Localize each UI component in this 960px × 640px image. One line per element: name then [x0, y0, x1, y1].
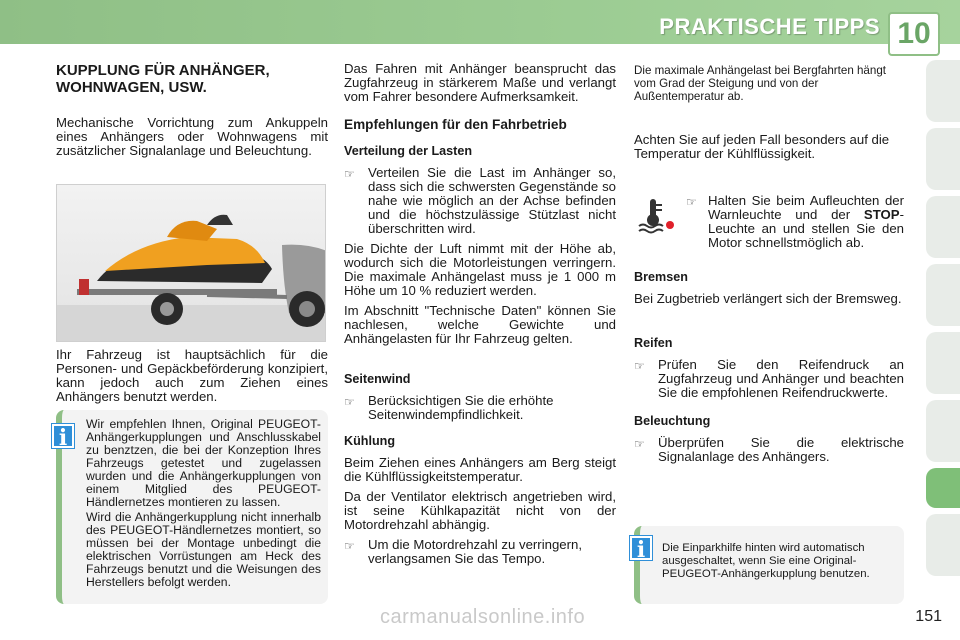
pointing-hand-icon: ☞: [344, 539, 355, 553]
subsection-heading: Verteilung der Lasten: [344, 144, 473, 158]
list-item: [634, 358, 904, 400]
left-body: [56, 348, 328, 410]
intro-paragraph: Das Fahren mit Anhänger beansprucht das Zugfahrzeug in stärkerem Maße und verlangt vom Fahrer besondere Aufmerksamkeit.: [344, 61, 616, 104]
left-column: [56, 62, 328, 164]
coolant-temperature-warning-icon: [636, 196, 676, 236]
stop-label: STOP: [863, 207, 900, 222]
warning-text: Halten Sie beim Aufleuchten der Warnleuchte und der STOP-Leuchte an und stellen Sie den Motor schnellstmöglich ab.: [708, 193, 904, 250]
side-tab[interactable]: [926, 514, 960, 576]
subsection-heading: Reifen: [634, 336, 673, 350]
intro-paragraph: Mechanische Vorrichtung zum Ankuppeln eines Anhängers oder Wohnwagens mit zusätzlicher Signalanlage und Beleuchtung.: [56, 115, 328, 158]
section-heading: KUPPLUNG FÜR ANHÄNGER, WOHNWAGEN, USW.: [56, 62, 270, 96]
side-tab-active[interactable]: [926, 468, 960, 508]
list-item: [344, 166, 616, 236]
right-column: [634, 64, 904, 167]
pointing-hand-icon: ☞: [344, 167, 355, 181]
body-paragraph: Da der Ventilator elektrisch angetrieben wird, ist seine Kühlkapazität nicht von der Motordrehzahl abhängig.: [344, 489, 616, 532]
list-item: [686, 194, 904, 250]
list-item: [344, 394, 616, 422]
info-box-left: [56, 410, 328, 604]
side-tab[interactable]: [926, 400, 960, 462]
pointing-hand-icon: ☞: [686, 195, 697, 209]
pointing-hand-icon: ☞: [634, 437, 645, 451]
bullet-text: Berücksichtigen Sie die erhöhte Seitenwindempfindlichkeit.: [368, 393, 554, 422]
bullet-text: Verteilen Sie die Last im Anhänger so, dass sich die schwersten Gegenstände so nahe wie möglich an der Achse befinden und die höchstzulässige Stützlast nicht überschritten wird.: [368, 165, 616, 236]
subsection-heading: Kühlung: [344, 434, 396, 448]
body-paragraph: Ihr Fahrzeug ist hauptsächlich für die Personen- und Gepäckbeförderung konzipiert, kann jedoch auch zum Ziehen eines Anhängers benutzt werden.: [56, 347, 328, 404]
list-item: [634, 436, 904, 464]
page-title: PRAKTISCHE TIPPS: [659, 14, 880, 39]
pointing-hand-icon: ☞: [634, 359, 645, 373]
info-box-right: [634, 526, 904, 604]
info-paragraph: Wir empfehlen Ihnen, Original PEUGEOT-Anhängerkupplungen und Anschlusskabel zu benztzen, die bei der Konzeption Ihres Fahrzeugs getestet und zugelassen wurden und die Anhängerkupplungen von einem Mitglied des PEUGEOT-Händlernetzes montieren zu lassen.: [86, 417, 321, 509]
warning-block: [686, 194, 904, 256]
side-tab[interactable]: [926, 196, 960, 258]
pointing-hand-icon: ☞: [344, 395, 355, 409]
info-paragraph: Die Einparkhilfe hinten wird automatisch ausgeschaltet, wenn Sie eine Original-PEUGEOT-Anhängerkupplung benutzen.: [662, 542, 870, 580]
info-icon: i: [52, 424, 74, 448]
page-number: 151: [915, 608, 942, 625]
bullet-text: Überprüfen Sie die elektrische Signalanlage des Anhängers.: [658, 435, 904, 464]
trailer-jetski-illustration: [56, 184, 326, 342]
subsection-heading: Beleuchtung: [634, 414, 711, 428]
info-paragraph: Wird die Anhängerkupplung nicht innerhalb des PEUGEOT-Händlernetzes montiert, so müssen bei der Montage unbedingt die elektrischen Vorrüstungen am Heck des Fahrzeugs benutzt und die Weisungen des Herstellers befolgt werden.: [86, 510, 321, 589]
middle-column: [344, 62, 616, 572]
watermark: carmanualsonline.info: [380, 606, 586, 628]
body-paragraph: Beim Ziehen eines Anhängers am Berg steigt die Kühlflüssigkeitstemperatur.: [344, 455, 616, 484]
bullet-text: Um die Motordrehzahl zu verringern, verlangsamen Sie das Tempo.: [368, 537, 583, 566]
side-tab[interactable]: [926, 60, 960, 122]
side-tab[interactable]: [926, 332, 960, 394]
note-paragraph: Die maximale Anhängelast bei Bergfahrten hängt vom Grad der Steigung und von der Außentemperatur ab.: [634, 64, 886, 103]
list-item: [344, 538, 616, 566]
subsection-heading: Seitenwind: [344, 372, 411, 386]
side-tab[interactable]: [926, 128, 960, 190]
body-paragraph: Bei Zugbetrieb verlängert sich der Bremsweg.: [634, 291, 902, 306]
subsection-heading: Bremsen: [634, 270, 688, 284]
side-tab[interactable]: [926, 264, 960, 326]
body-paragraph: Die Dichte der Luft nimmt mit der Höhe ab, wodurch sich die Motorleistungen verringern. Die maximale Anhängelast muss je 1 000 m Höhe um 10 % reduziert werden.: [344, 241, 616, 298]
bullet-text: Prüfen Sie den Reifendruck an Zugfahrzeug und Anhänger und beachten Sie die empfohlenen Reifendruckwerte.: [658, 357, 904, 400]
info-icon: i: [630, 536, 652, 560]
chapter-badge: 10: [888, 12, 940, 56]
section-heading: Empfehlungen für den Fahrbetrieb: [344, 117, 567, 132]
right-sections: [634, 258, 904, 470]
trailer-illustration-svg: [57, 185, 326, 342]
body-paragraph: Im Abschnitt "Technische Daten" können Sie nachlesen, welche Gewichte und Anhängelasten für Ihr Fahrzeug gelten.: [344, 303, 616, 346]
body-paragraph: Achten Sie auf jeden Fall besonders auf die Temperatur der Kühlflüssigkeit.: [634, 132, 890, 161]
